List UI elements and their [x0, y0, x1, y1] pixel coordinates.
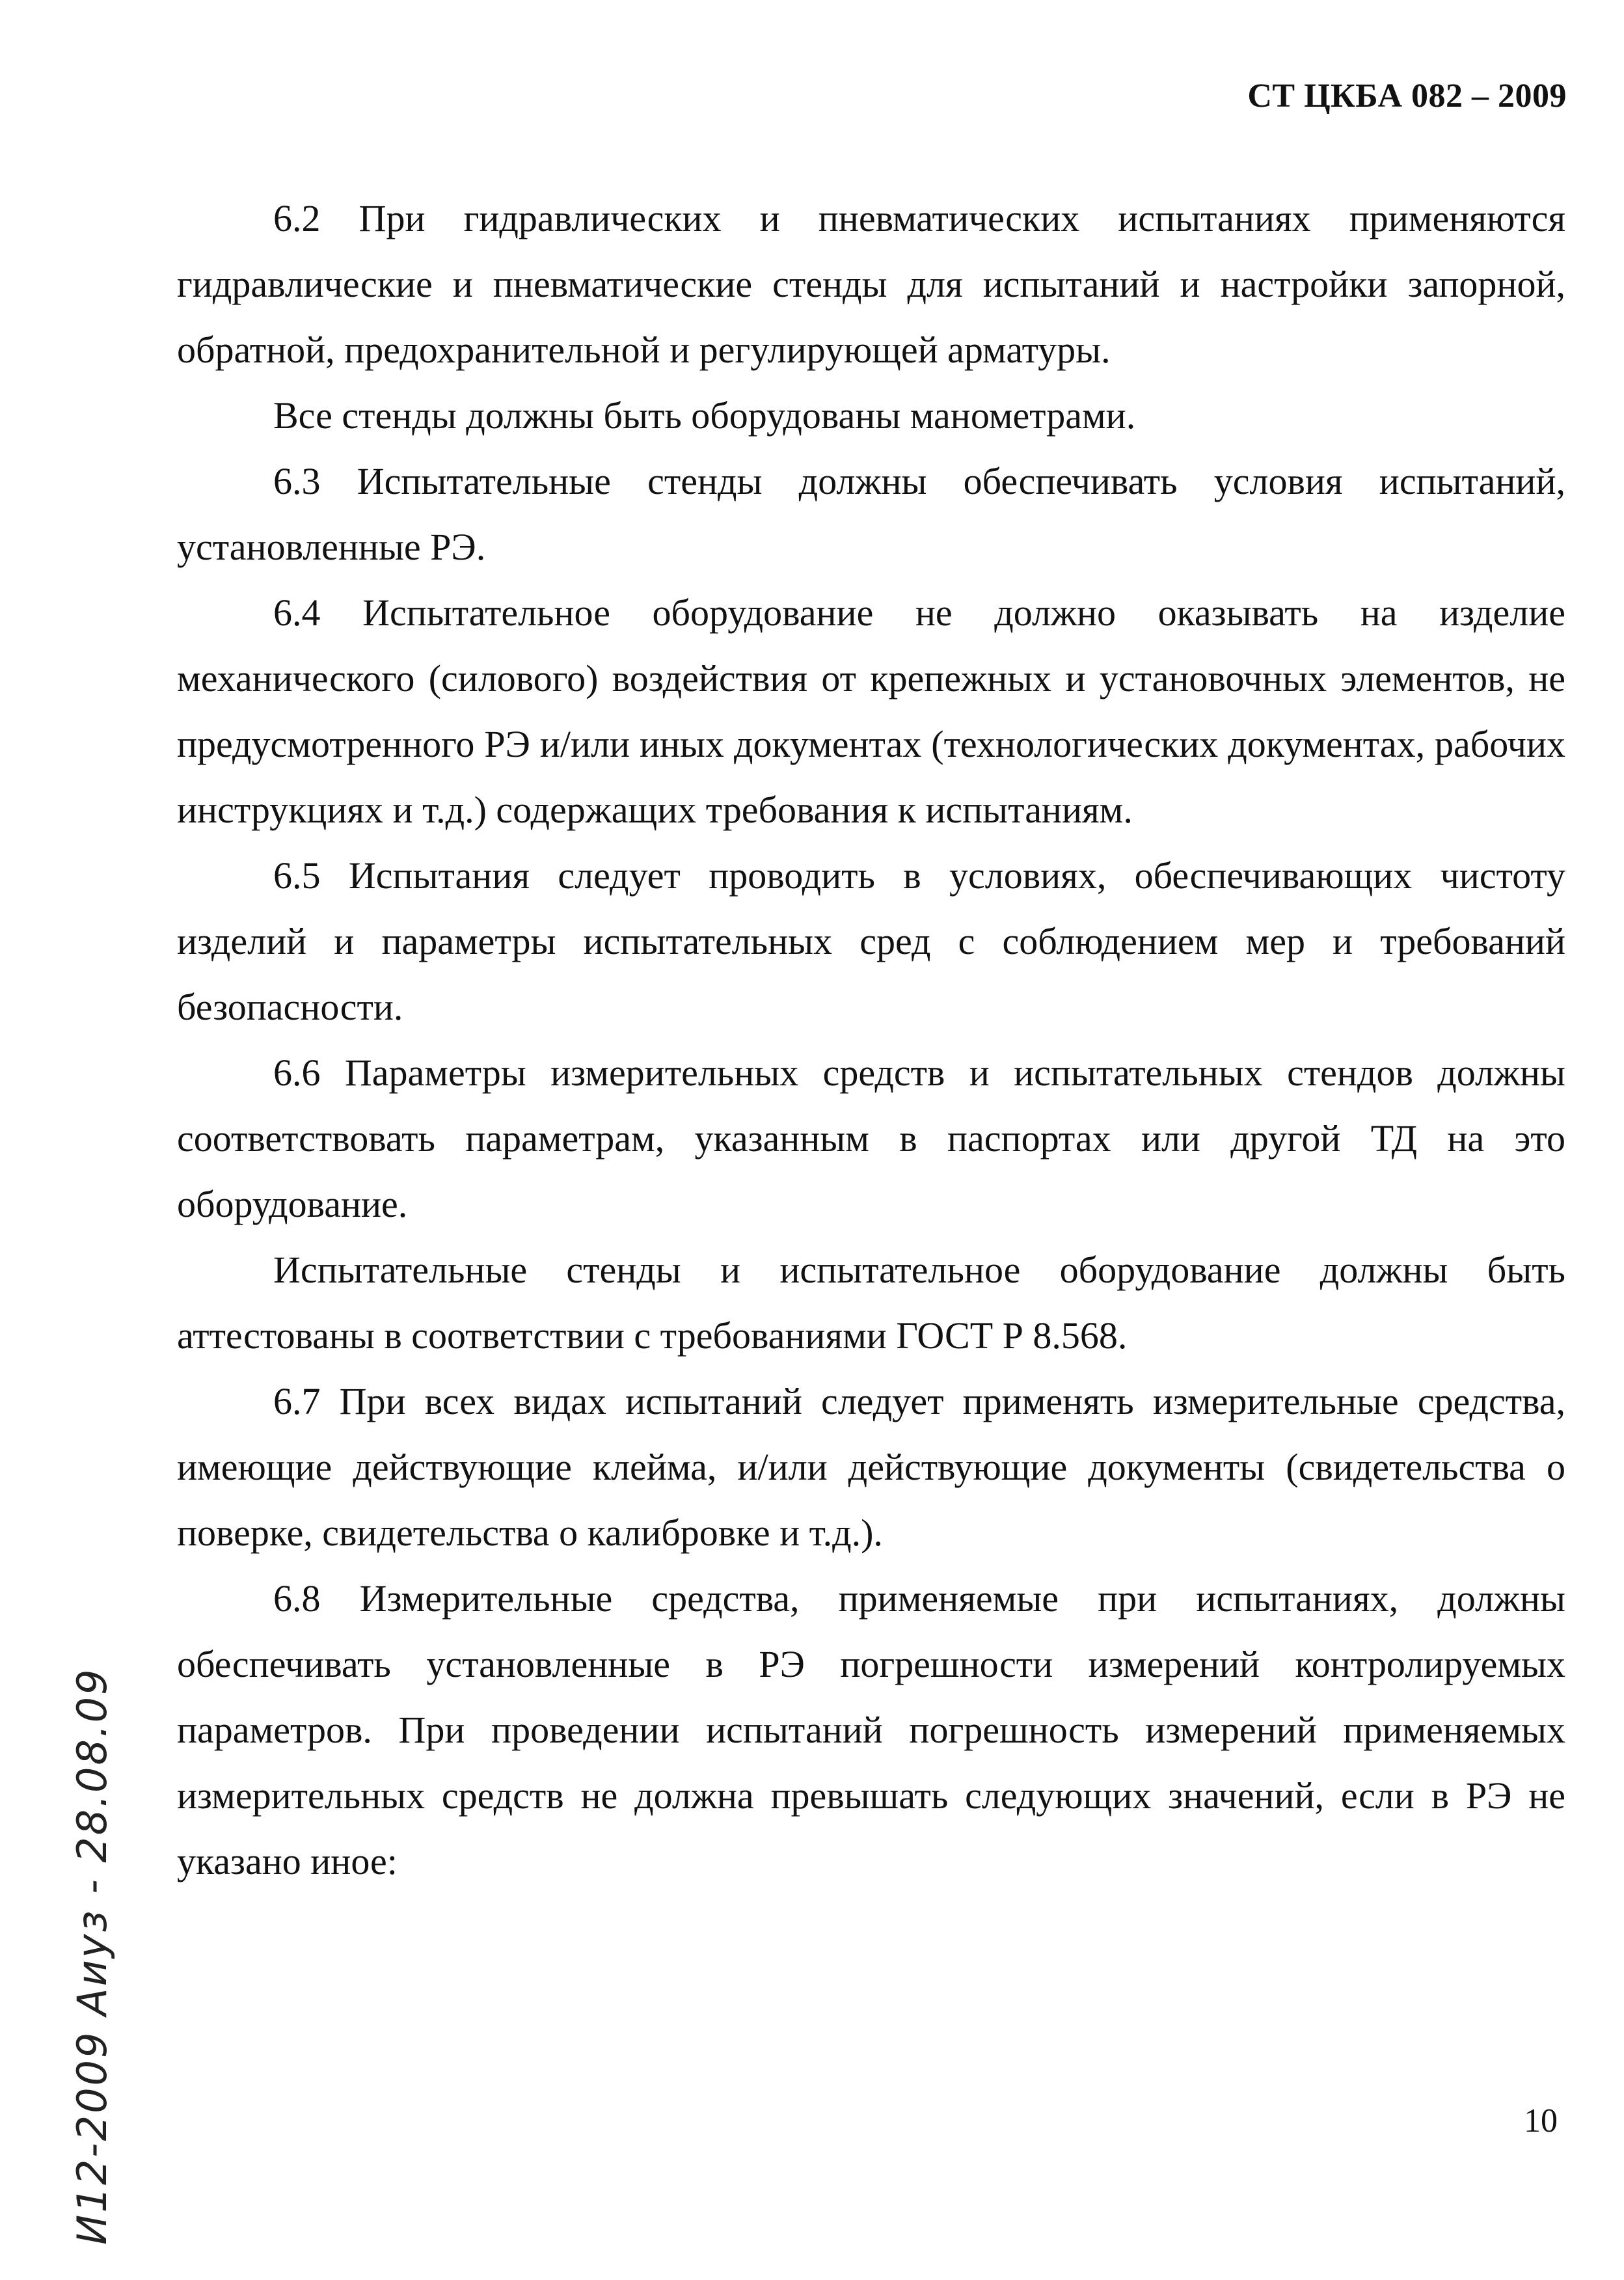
paragraph-6-2-note: Все стенды должны быть оборудованы манометрами.	[273, 394, 1136, 437]
paragraph-6-4: 6.4 Испытательное оборудование не должно оказывать на изделие механического (силового) воздействия от крепежных и установочных элементов, не предусмотренного РЭ и/или иных документах (технологических документах, рабочих инструкциях и т.д.) содержащих требования к испытаниям.	[177, 591, 1565, 831]
document-code: СТ ЦКБА 082 – 2009	[1247, 77, 1567, 115]
paragraph-6-6-note: Испытательные стенды и испытательное оборудование должны быть аттестованы в соответствии с требованиями ГОСТ Р 8.568.	[177, 1249, 1565, 1357]
paragraph-6-7: 6.7 При всех видах испытаний следует применять измерительные средства, имеющие действующие клейма, и/или действующие документы (свидетельства о поверке, свидетельства о калибровке и т.д.).	[177, 1380, 1565, 1554]
paragraph-6-3: 6.3 Испытательные стенды должны обеспечивать условия испытаний, установленные РЭ.	[177, 460, 1565, 568]
document-body	[177, 185, 1565, 1894]
page-number: 10	[1524, 2102, 1558, 2139]
paragraph-6-5: 6.5 Испытания следует проводить в условиях, обеспечивающих чистоту изделий и параметры испытательных сред с соблюдением мер и требований безопасности.	[177, 854, 1565, 1028]
paragraph-6-8: 6.8 Измерительные средства, применяемые при испытаниях, должны обеспечивать установленные в РЭ погрешности измерений контролируемых параметров. При проведении испытаний погрешность измерений применяемых измерительных средств не должна превышать следующих значений, если в РЭ не указано иное:	[177, 1577, 1565, 1882]
handwritten-margin-note: И12-2009 Аиуз - 28.08.09	[68, 1667, 116, 2245]
paragraph-6-6: 6.6 Параметры измерительных средств и испытательных стендов должны соответствовать параметрам, указанным в паспортах или другой ТД на это оборудование.	[177, 1052, 1565, 1225]
paragraph-6-2: 6.2 При гидравлических и пневматических испытаниях применяются гидравлические и пневматические стенды для испытаний и настройки запорной, обратной, предохранительной и регулирующей арматуры.	[177, 197, 1565, 371]
